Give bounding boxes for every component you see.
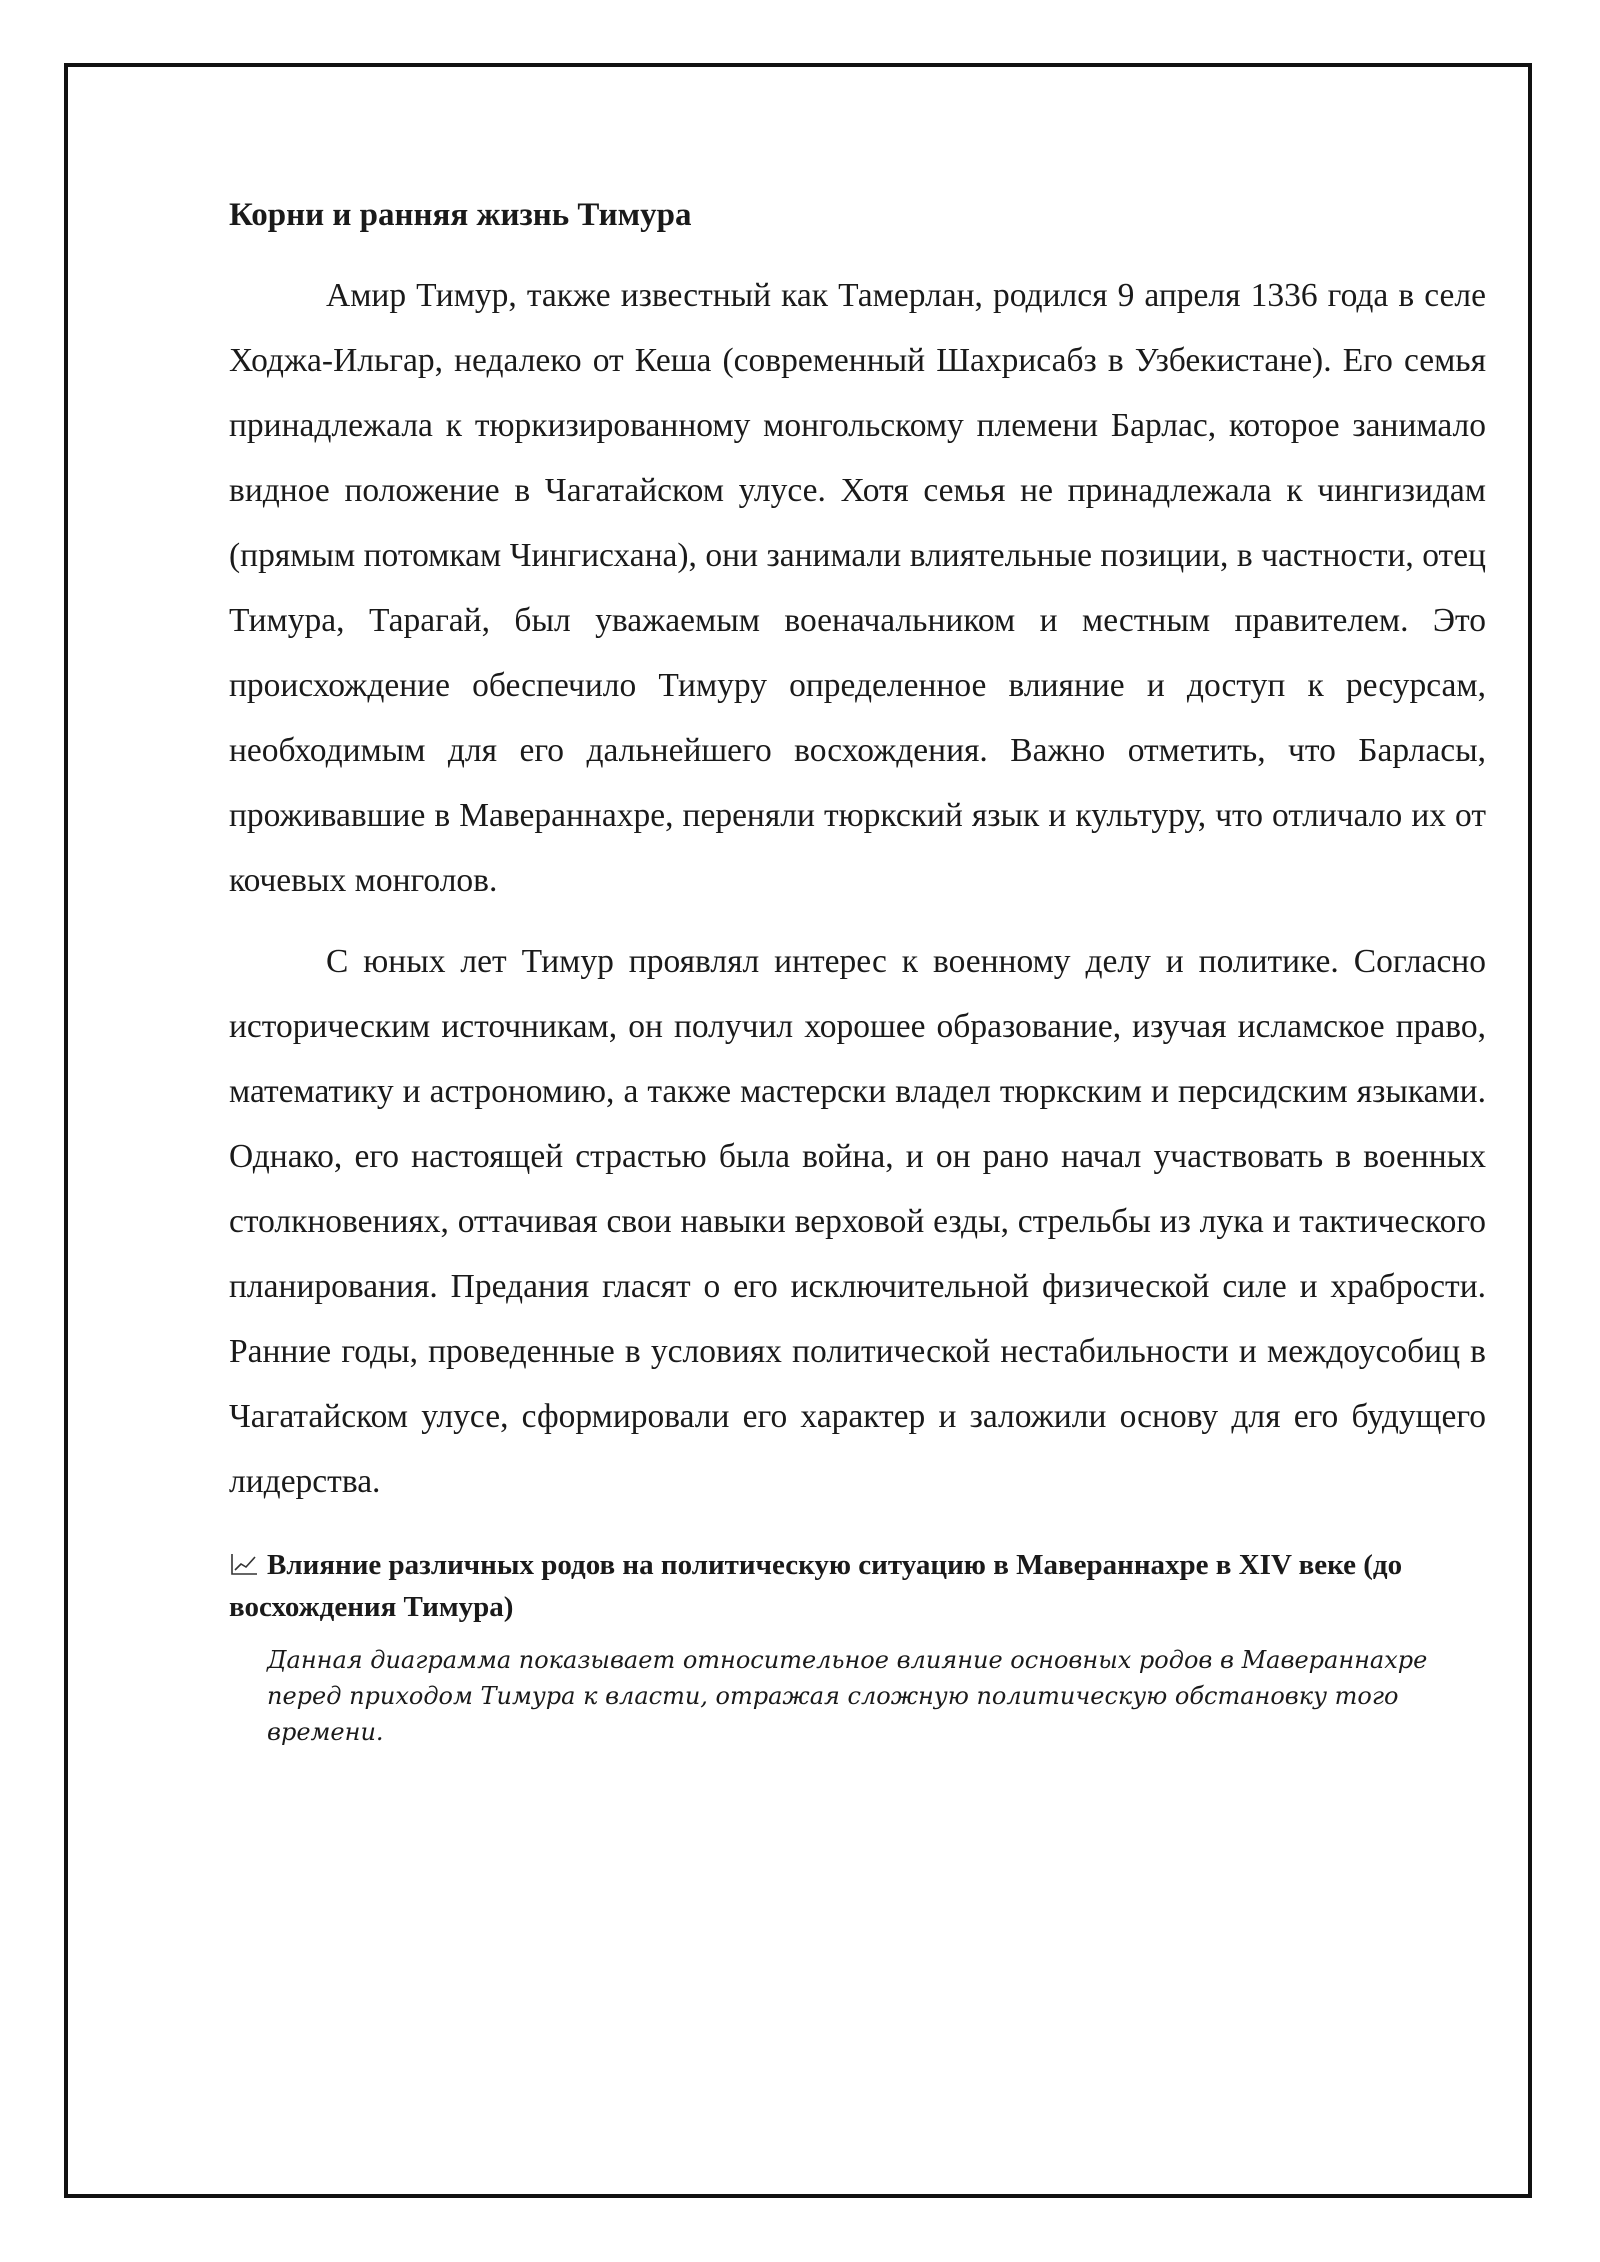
paragraph-origins: Амир Тимур, также известный как Тамерлан, родился 9 апреля 1336 года в селе Ходжа-Ильгар, недалеко от Кеша (современный Шахрисабз в Узбекистане). Его семья принадлежала к тюркизированному монгольскому племени Барлас, которое занимало видное положение в Чагатайском улусе. Хотя семья не принадлежала к чингизидам (прямым потомкам Чингисхана), они занимали влиятельные позиции, в частности, отец Тимура, Тарагай, был уважаемым военачальником и местным правителем. Это происхождение обеспечило Тимуру определенное влияние и доступ к ресурсам, необходимым для его дальнейшего восхождения. Важно отметить, что Барласы, проживавшие в Мавераннахре, переняли тюркский язык и культуру, что отличало их от кочевых монголов.: [229, 277, 1486, 899]
paragraph-youth: С юных лет Тимур проявлял интерес к военному делу и политике. Согласно историческим источникам, он получил хорошее образование, изучая исламское право, математику и астрономию, а также мастерски владел тюркским и персидским языками. Однако, его настоящей страстью была война, и он рано начал участвовать в военных столкновениях, оттачивая свои навыки верховой езды, стрельбы из лука и тактического планирования. Предания гласят о его исключительной физической силе и храбрости. Ранние годы, проведенные в условиях политической нестабильности и междоусобиц в Чагатайском улусе, сформировали его характер и заложили основу для его будущего лидерства.: [229, 943, 1486, 1500]
chart-caption-description: Данная диаграмма показывает относительное влияние основных родов в Мавераннахре перед приходом Тимура к власти, отражая сложную политическую обстановку того времени.: [267, 1646, 1428, 1746]
chart-title-text: Влияние различных родов на политическую ситуацию в Мавераннахре в XIV веке (до восхождения Тимура): [229, 1549, 1403, 1623]
chart-increasing-icon: [229, 1546, 259, 1570]
chart-caption-title: [229, 1544, 1486, 1628]
section-title: Корни и ранняя жизнь Тимура: [229, 197, 692, 233]
chart-caption-block: [229, 1544, 1486, 1750]
document-body: [229, 195, 1486, 1750]
